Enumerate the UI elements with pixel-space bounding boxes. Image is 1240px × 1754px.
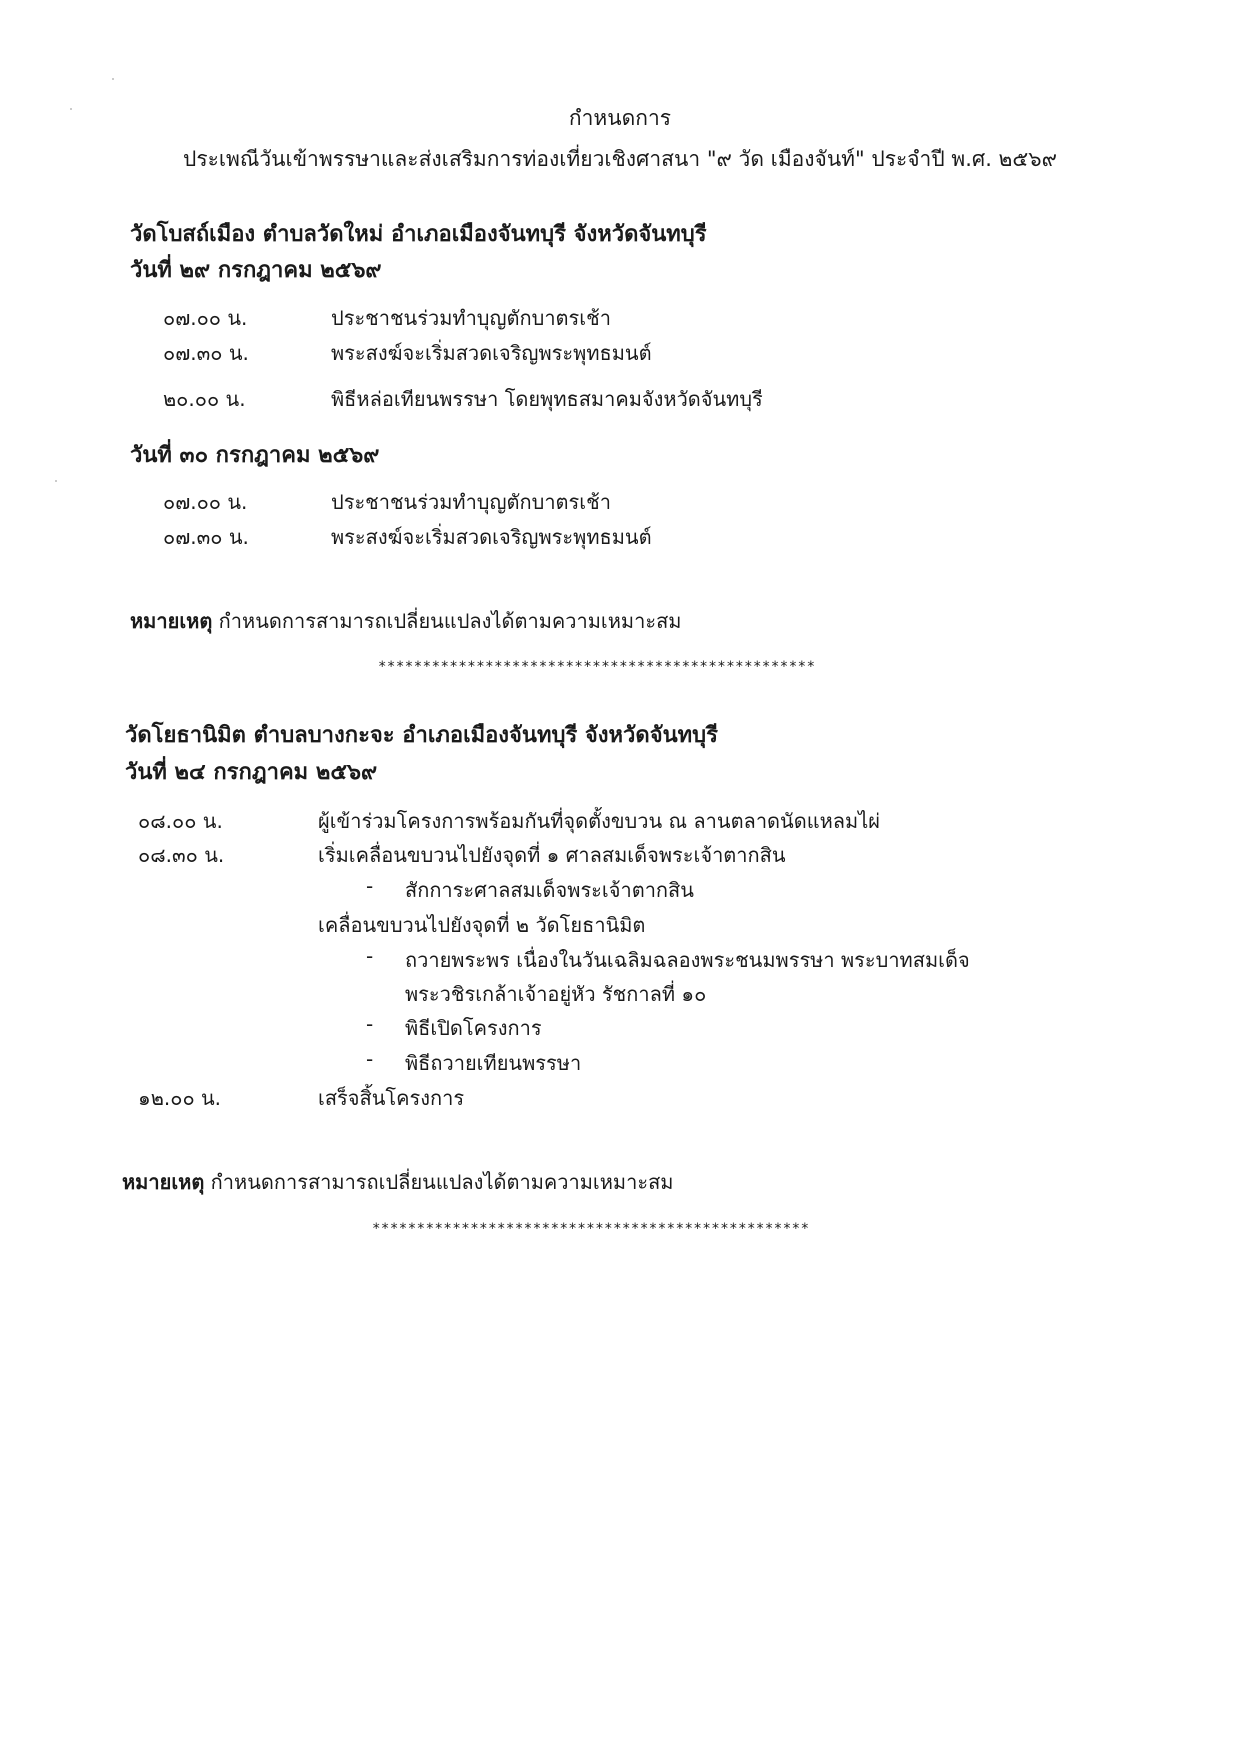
- separator-1: *************************************************: [378, 659, 816, 675]
- date-heading-2: วันที่ ๓๐ กรกฎาคม ๒๕๖๙: [130, 443, 380, 468]
- bullet-dash: -: [366, 1047, 374, 1071]
- date-heading-1: วันที่ ๒๙ กรกฎาคม ๒๕๖๙: [130, 258, 382, 283]
- bullet-dash: -: [366, 944, 374, 968]
- bullet-dash: -: [366, 874, 374, 898]
- remark-1: [130, 605, 681, 637]
- schedule-time: ๑๒.๐๐ น.: [138, 1086, 222, 1110]
- schedule-time: ๐๗.๓๐ น.: [163, 341, 249, 365]
- schedule-time: ๒๐.๐๐ น.: [163, 387, 246, 411]
- separator-2: *************************************************: [372, 1221, 810, 1237]
- sub-activity: สักการะศาลสมเด็จพระเจ้าตากสิน: [405, 878, 694, 902]
- schedule-activity: พระสงฆ์จะเริ่มสวดเจริญพระพุทธมนต์: [331, 341, 652, 365]
- document-title: กำหนดการ: [568, 106, 672, 130]
- sub-activity: พิธีเปิดโครงการ: [405, 1016, 542, 1040]
- temple-heading-1: วัดโบสถ์เมือง ตำบลวัดใหม่ อำเภอเมืองจันทบุรี จังหวัดจันทบุรี: [130, 222, 707, 247]
- remark-text: กำหนดการสามารถเปลี่ยนแปลงได้ตามความเหมาะสม: [212, 609, 682, 633]
- remark-text: กำหนดการสามารถเปลี่ยนแปลงได้ตามความเหมาะสม: [204, 1170, 674, 1194]
- sub-activity: พิธีถวายเทียนพรรษา: [405, 1051, 582, 1075]
- remark-label: หมายเหตุ: [122, 1170, 205, 1194]
- sub-activity-continued: พระวชิรเกล้าเจ้าอยู่หัว รัชกาลที่ ๑๐: [405, 982, 707, 1006]
- schedule-time: ๐๘.๐๐ น.: [138, 809, 223, 833]
- scan-speck: [55, 480, 57, 482]
- document-subtitle: ประเพณีวันเข้าพรรษาและส่งเสริมการท่องเที่ยวเชิงศาสนา "๙ วัด เมืองจันท์" ประจำปี พ.ศ. ๒๕๖๙: [182, 147, 1057, 171]
- schedule-activity: ผู้เข้าร่วมโครงการพร้อมกันที่จุดตั้งขบวน ณ ลานตลาดนัดแหลมไผ่: [318, 809, 880, 833]
- scan-speck: [112, 78, 114, 80]
- schedule-activity: เคลื่อนขบวนไปยังจุดที่ ๒ วัดโยธานิมิต: [318, 913, 646, 937]
- schedule-time: ๐๗.๐๐ น.: [163, 306, 248, 330]
- schedule-activity: ประชาชนร่วมทำบุญตักบาตรเช้า: [331, 306, 611, 330]
- schedule-activity: พิธีหล่อเทียนพรรษา โดยพุทธสมาคมจังหวัดจันทบุรี: [331, 387, 763, 411]
- temple-heading-2: วัดโยธานิมิต ตำบลบางกะจะ อำเภอเมืองจันทบุรี จังหวัดจันทบุรี: [125, 723, 718, 748]
- schedule-activity: เริ่มเคลื่อนขบวนไปยังจุดที่ ๑ ศาลสมเด็จพระเจ้าตากสิน: [318, 843, 786, 867]
- remark-label: หมายเหตุ: [130, 609, 213, 633]
- bullet-dash: -: [366, 1012, 374, 1036]
- schedule-activity: เสร็จสิ้นโครงการ: [318, 1086, 465, 1110]
- sub-activity: ถวายพระพร เนื่องในวันเฉลิมฉลองพระชนมพรรษา พระบาทสมเด็จ: [405, 948, 970, 972]
- remark-2: [122, 1166, 673, 1198]
- schedule-time: ๐๗.๐๐ น.: [163, 490, 248, 514]
- date-heading-3: วันที่ ๒๔ กรกฎาคม ๒๕๖๙: [125, 760, 378, 785]
- schedule-activity: ประชาชนร่วมทำบุญตักบาตรเช้า: [331, 490, 611, 514]
- schedule-time: ๐๗.๓๐ น.: [163, 525, 249, 549]
- schedule-time: ๐๘.๓๐ น.: [138, 843, 225, 867]
- schedule-activity: พระสงฆ์จะเริ่มสวดเจริญพระพุทธมนต์: [331, 525, 652, 549]
